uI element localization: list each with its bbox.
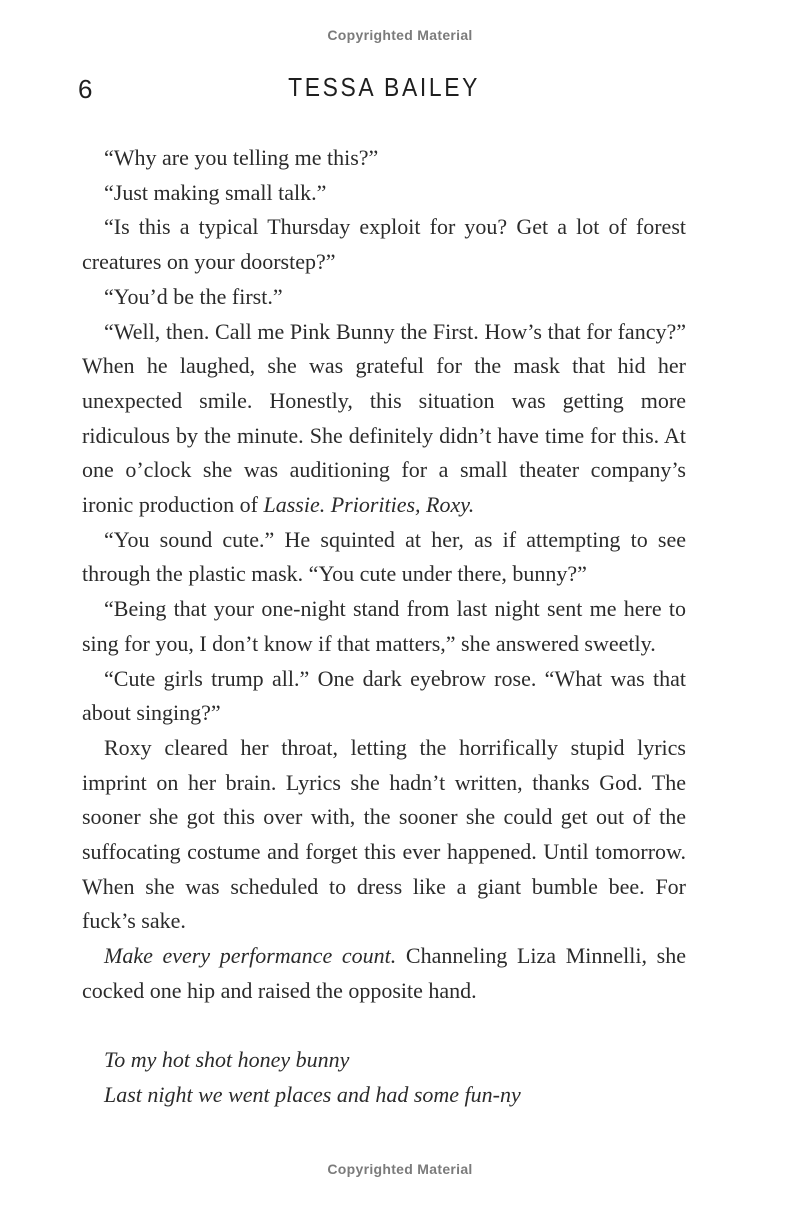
paragraph: Roxy cleared her throat, letting the horrifically stupid lyrics imprint on her brain. Lyrics she hadn’t written, thanks God. The sooner she got this over with, the sooner she could get out of the suffocating costume and forget this ever happened. Until tomorrow. When she was scheduled to dress like a giant bumble bee. For fuck’s sake. bbox=[82, 734, 686, 934]
running-header bbox=[82, 72, 686, 103]
verse-line: To my hot shot honey bunny bbox=[104, 1047, 350, 1073]
running-header-text: TESSA BAILEY bbox=[288, 72, 480, 102]
copyright-notice-top: Copyrighted Material bbox=[327, 27, 473, 43]
page-header bbox=[78, 72, 686, 106]
paragraph: “Is this a typical Thursday exploit for you? Get a lot of forest creatures on your doorstep?” bbox=[82, 214, 686, 275]
paragraph: “You sound cute.” He squinted at her, as if attempting to see through the plastic mask. “You cute under there, bunny?” bbox=[82, 526, 686, 587]
paragraph: “Being that your one-night stand from last night sent me here to sing for you, I don’t know if that matters,” she answered sweetly. bbox=[82, 596, 686, 656]
copyright-notice-bottom: Copyrighted Material bbox=[327, 1161, 473, 1177]
paragraph: “Well, then. Call me Pink Bunny the First. How’s that for fancy?” When he laughed, she was grateful for the mask that hid her unexpected smile. Honestly, this situation was getting more ridiculous by the minute. She definitely didn’t have time for this. At one o’clock she was auditioning for a small theater company’s ironic production of Lassie. Priorities, Roxy. bbox=[82, 318, 686, 518]
verse-block bbox=[82, 1043, 686, 1112]
paragraph: “Cute girls trump all.” One dark eyebrow rose. “What was that about singing?” bbox=[82, 665, 686, 726]
verse-line: Last night we went places and had some fun-ny bbox=[104, 1081, 521, 1107]
paragraph: “Why are you telling me this?” bbox=[104, 145, 379, 170]
body-text bbox=[82, 141, 686, 1113]
page-number: 6 bbox=[78, 74, 93, 104]
paragraph: “You’d be the first.” bbox=[104, 283, 283, 309]
paragraph: “Just making small talk.” bbox=[104, 179, 327, 205]
paragraph: Make every performance count. Channeling Liza Minnelli, she cocked one hip and raised the opposite hand. bbox=[82, 943, 686, 1003]
